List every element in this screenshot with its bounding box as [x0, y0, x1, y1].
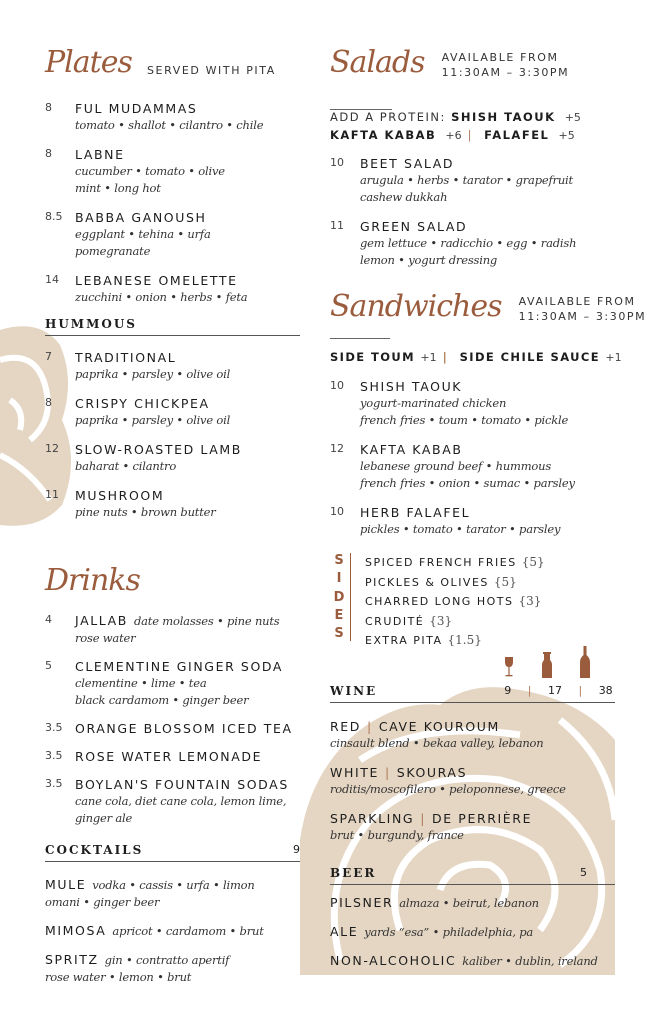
item-desc: paprika • parsley • olive oil — [75, 413, 231, 427]
item-body — [75, 208, 211, 260]
item-title-line — [45, 921, 264, 940]
item-price: 10 — [330, 505, 344, 518]
item-price: 7 — [45, 350, 52, 363]
item-desc: gem lettuce • radicchio • egg • radish — [360, 236, 577, 250]
menu-item — [45, 950, 305, 986]
item-desc: clementine • lime • tea — [75, 676, 207, 690]
item-desc: mint • long hot — [75, 181, 161, 195]
salads-list — [330, 154, 620, 280]
wine-name: SKOURAS — [396, 765, 468, 780]
item-price: 8 — [45, 101, 52, 114]
side-name: SPICED FRENCH FRIES — [365, 556, 517, 569]
beer-desc: kaliber • dublin, ireland — [462, 954, 598, 968]
item-name: SLOW-ROASTED LAMB — [75, 442, 242, 457]
cocktails-title: COCKTAILS — [45, 843, 144, 857]
item-price: 12 — [330, 442, 344, 455]
menu-item — [45, 611, 310, 647]
item-desc: lebanese ground beef • hummous — [360, 459, 552, 473]
item-price: 5 — [45, 659, 52, 672]
plates-list — [45, 99, 305, 317]
wine-prices: 9 | 17 | 38 — [504, 684, 613, 697]
sandwich-extras: SIDE TOUM +1 | SIDE CHILE SAUCE +1 — [330, 350, 622, 364]
item-body — [75, 747, 262, 765]
sides-list — [365, 553, 545, 651]
plates-header — [45, 46, 276, 80]
sides-letter: I — [336, 571, 342, 587]
sandwiches-header — [330, 290, 646, 324]
item-desc: ginger ale — [75, 811, 133, 825]
side-price: {1.5} — [447, 633, 482, 647]
beer-item — [330, 922, 630, 941]
wine-desc: brut • burgundy, france — [330, 828, 464, 842]
wine-type: WHITE — [330, 765, 379, 780]
item-title-line — [360, 217, 576, 235]
menu-item — [330, 217, 620, 269]
item-title-line — [75, 657, 283, 675]
separator: | — [420, 811, 427, 826]
protein-name: SHISH TAOUK — [451, 110, 556, 124]
item-title-line — [75, 719, 293, 737]
drinks-header — [45, 564, 140, 598]
beer-price: 5 — [580, 866, 587, 879]
item-title-line — [360, 154, 573, 172]
item-desc: tomato • shallot • cilantro • chile — [75, 118, 264, 132]
side-name: EXTRA PITA — [365, 634, 443, 647]
sandwiches-title: Sandwiches — [330, 289, 502, 324]
item-inline-desc: apricot • cardamom • brut — [112, 924, 264, 938]
item-name: FUL MUDAMMAS — [75, 101, 198, 116]
item-desc: black cardamom • ginger beer — [75, 693, 249, 707]
menu-item — [330, 440, 620, 492]
item-price: 8 — [45, 147, 52, 160]
protein-price: +5 — [564, 111, 581, 124]
side-name: CRUDITÉ — [365, 614, 425, 628]
hummous-heading — [45, 317, 300, 336]
item-price: 11 — [45, 488, 59, 501]
protein-name: KAFTA KABAB — [330, 127, 437, 142]
item-title-line — [75, 271, 247, 289]
side-item — [365, 553, 545, 573]
beer-item — [330, 951, 630, 970]
item-desc: pine nuts • brown butter — [75, 505, 216, 519]
wine-item — [330, 764, 620, 798]
plates-subtitle: SERVED WITH PITA — [146, 64, 276, 77]
side-price: {3} — [429, 613, 453, 628]
item-name: CLEMENTINE GINGER SODA — [75, 659, 284, 674]
item-price: 3.5 — [45, 721, 63, 734]
sandwiches-list — [330, 377, 620, 549]
item-body — [75, 719, 293, 737]
protein-name: FALAFEL — [484, 127, 550, 142]
wine-item — [330, 810, 620, 844]
cocktails-list — [45, 875, 305, 996]
wine-type: RED — [330, 719, 362, 734]
item-desc: french fries • onion • sumac • parsley — [360, 476, 575, 490]
item-title-line — [360, 440, 575, 458]
separator: | — [384, 765, 391, 780]
item-title-line — [75, 208, 211, 226]
wine-desc: cinsault blend • bekaa valley, lebanon — [330, 736, 544, 750]
extra-price: +1 — [420, 351, 437, 364]
sides-block — [328, 553, 545, 651]
item-title-line — [75, 747, 262, 765]
wine-carafe-icon — [528, 644, 566, 678]
plates-title: Plates — [45, 45, 132, 80]
menu-item — [45, 145, 305, 197]
sandwiches-avail-line1: AVAILABLE FROM — [518, 295, 636, 308]
item-price: 3.5 — [45, 777, 63, 790]
side-name: PICKLES & OLIVES — [365, 575, 489, 589]
item-body — [75, 486, 216, 521]
item-body — [75, 99, 263, 134]
item-desc: cucumber • tomato • olive — [75, 164, 225, 178]
menu-item — [45, 440, 305, 475]
beer-list — [330, 893, 630, 980]
menu-item — [45, 99, 305, 134]
item-name: LABNE — [75, 147, 125, 162]
menu-item — [45, 348, 305, 383]
side-name: CHARRED LONG HOTS — [365, 595, 514, 608]
item-name: BOYLAN'S FOUNTAIN SODAS — [75, 777, 289, 792]
item-title-line — [75, 99, 263, 117]
hummous-list — [45, 348, 305, 532]
item-title-line — [45, 950, 229, 969]
menu-item — [330, 503, 620, 538]
item-name: ORANGE BLOSSOM ICED TEA — [75, 721, 293, 736]
sides-vertical-label — [328, 553, 351, 641]
item-title-line — [75, 611, 279, 630]
side-price: {5} — [521, 555, 545, 569]
item-price: 10 — [330, 379, 344, 392]
item-price: 4 — [45, 613, 52, 626]
item-name: BABBA GANOUSH — [75, 210, 207, 225]
beer-title: BEER — [330, 866, 377, 880]
item-desc: baharat • cilantro — [75, 459, 177, 473]
beer-heading — [330, 866, 615, 885]
item-body — [45, 875, 255, 911]
item-body — [45, 921, 264, 940]
cocktails-price: 9 — [293, 843, 300, 856]
sandwiches-avail-line2: 11:30AM – 3:30PM — [518, 310, 647, 323]
beer-desc: yards “esa” • philadelphia, pa — [364, 925, 534, 939]
item-title-line — [45, 875, 255, 894]
item-price: 8 — [45, 396, 52, 409]
item-desc: pomegranate — [75, 244, 151, 258]
item-desc: zucchini • onion • herbs • feta — [75, 290, 248, 304]
salads-avail-line2: 11:30AM – 3:30PM — [441, 66, 570, 79]
item-desc: french fries • toum • tomato • pickle — [360, 413, 569, 427]
item-inline-desc: gin • contratto apertif — [104, 953, 230, 967]
wine-size-icons — [490, 644, 604, 678]
sides-letter: S — [334, 626, 344, 641]
item-name: CRISPY CHICKPEA — [75, 396, 210, 411]
salads-header — [330, 46, 569, 80]
item-body — [75, 611, 279, 647]
item-price: 14 — [45, 273, 59, 286]
menu-item — [45, 747, 310, 765]
item-inline-desc: date molasses • pine nuts — [133, 614, 280, 628]
item-name: BEET SALAD — [360, 156, 455, 171]
wine-type: SPARKLING — [330, 811, 415, 826]
side-price: {5} — [493, 574, 517, 589]
item-price: 10 — [330, 156, 344, 169]
item-body — [360, 503, 560, 538]
add-protein: ADD A PROTEIN: SHISH TAOUK +5 KAFTA KABAB +6 | FALAFEL +5 — [330, 110, 581, 142]
sandwiches-availability — [519, 294, 647, 324]
menu-item — [45, 657, 310, 709]
item-body — [75, 394, 230, 429]
item-desc: eggplant • tehina • urfa — [75, 227, 211, 241]
item-name: SHISH TAOUK — [360, 379, 463, 394]
item-body — [360, 440, 575, 492]
wine-price-bottle: 38 — [598, 684, 613, 697]
wine-desc: roditis/moscofilero • peloponnese, greece — [330, 782, 566, 796]
beer-desc: almaza • beirut, lebanon — [399, 896, 539, 910]
item-name: LEBANESE OMELETTE — [75, 273, 238, 288]
wine-list — [330, 718, 620, 856]
item-body — [75, 775, 289, 827]
wine-glass-icon — [490, 644, 528, 678]
side-item — [365, 573, 545, 593]
menu-item — [45, 775, 310, 827]
menu-item — [330, 154, 620, 206]
item-desc: omani • ginger beer — [45, 895, 160, 909]
sandwiches-rule — [330, 338, 390, 339]
item-desc: yogurt-marinated chicken — [360, 396, 507, 410]
protein-price: +5 — [558, 128, 575, 142]
item-body — [360, 154, 573, 206]
beer-item — [330, 893, 630, 912]
item-title-line — [75, 348, 230, 366]
wine-item — [330, 718, 620, 752]
beer-name: NON-ALCOHOLIC — [330, 953, 457, 968]
item-title-line — [75, 775, 289, 793]
menu-item — [45, 208, 305, 260]
item-desc: cane cola, diet cane cola, lemon lime, — [75, 794, 287, 808]
salads-availability — [442, 50, 570, 80]
item-name: MULE — [45, 877, 87, 892]
item-body — [75, 657, 283, 709]
sides-letter: D — [333, 589, 345, 605]
side-item — [365, 592, 545, 612]
extra-price: +1 — [605, 351, 622, 364]
menu-item — [45, 486, 305, 521]
beer-name: PILSNER — [330, 895, 394, 910]
drinks-title: Drinks — [45, 563, 140, 598]
wine-name: DE PERRIÈRE — [432, 811, 533, 826]
side-price: {3} — [518, 594, 542, 608]
item-title-line — [75, 440, 242, 458]
hummous-title: HUMMOUS — [45, 317, 137, 331]
item-body — [360, 217, 576, 269]
item-body — [75, 271, 247, 306]
wine-bottle-icon — [566, 644, 604, 678]
item-name: TRADITIONAL — [75, 350, 177, 365]
item-name: GREEN SALAD — [360, 219, 468, 234]
item-price: 8.5 — [45, 210, 63, 223]
cocktails-heading — [45, 843, 300, 862]
menu-item — [330, 377, 620, 429]
item-title-line — [360, 503, 560, 521]
item-body — [360, 377, 568, 429]
menu-item — [45, 921, 305, 940]
item-title-line — [360, 377, 568, 395]
wine-title: WINE — [330, 684, 378, 698]
item-body — [75, 145, 225, 197]
item-title-line — [75, 394, 230, 412]
item-title-line — [75, 486, 216, 504]
menu-item — [45, 271, 305, 306]
item-desc: arugula • herbs • tarator • grapefruit — [360, 173, 573, 187]
item-name: MIMOSA — [45, 923, 107, 938]
item-name: JALLAB — [75, 613, 128, 628]
menu-item — [45, 719, 310, 737]
item-body — [45, 950, 229, 986]
item-desc: paprika • parsley • olive oil — [75, 367, 231, 381]
protein-label: ADD A PROTEIN: — [330, 110, 446, 124]
extra-name: SIDE CHILE SAUCE — [459, 350, 600, 364]
item-desc: pickles • tomato • tarator • parsley — [360, 522, 561, 536]
item-desc: cashew dukkah — [360, 190, 448, 204]
wine-price-carafe: 17 — [547, 684, 562, 697]
separator: | — [367, 719, 373, 734]
menu-item — [45, 394, 305, 429]
wine-title-line — [330, 810, 620, 827]
item-name: MUSHROOM — [75, 488, 165, 503]
menu-item — [45, 875, 305, 911]
protein-price: +6 — [445, 128, 462, 142]
sides-letter: E — [334, 607, 344, 623]
item-body — [75, 348, 230, 383]
item-desc: rose water — [75, 631, 136, 645]
sides-letter: S — [334, 553, 344, 568]
item-price: 11 — [330, 219, 344, 232]
item-name: KAFTA KABAB — [360, 442, 463, 457]
item-desc: rose water • lemon • brut — [45, 970, 192, 984]
wine-title-line — [330, 764, 620, 781]
item-title-line — [75, 145, 225, 163]
item-name: HERB FALAFEL — [360, 505, 471, 520]
side-item — [365, 612, 545, 632]
beer-name: ALE — [330, 924, 359, 939]
salads-avail-line1: AVAILABLE FROM — [441, 51, 559, 64]
item-price: 3.5 — [45, 749, 63, 762]
salads-title: Salads — [330, 45, 425, 80]
wine-title-line — [330, 718, 620, 735]
item-desc: lemon • yogurt dressing — [360, 253, 498, 267]
item-name: ROSE WATER LEMONADE — [75, 749, 263, 764]
item-price: 12 — [45, 442, 59, 455]
wine-name: CAVE KOUROUM — [378, 719, 500, 734]
drinks-list — [45, 611, 310, 837]
item-name: SPRITZ — [45, 952, 99, 967]
wine-price-glass: 9 — [504, 684, 512, 697]
wine-heading — [330, 684, 615, 703]
extra-name: SIDE TOUM — [330, 350, 415, 364]
item-inline-desc: vodka • cassis • urfa • limon — [92, 878, 255, 892]
item-body — [75, 440, 242, 475]
